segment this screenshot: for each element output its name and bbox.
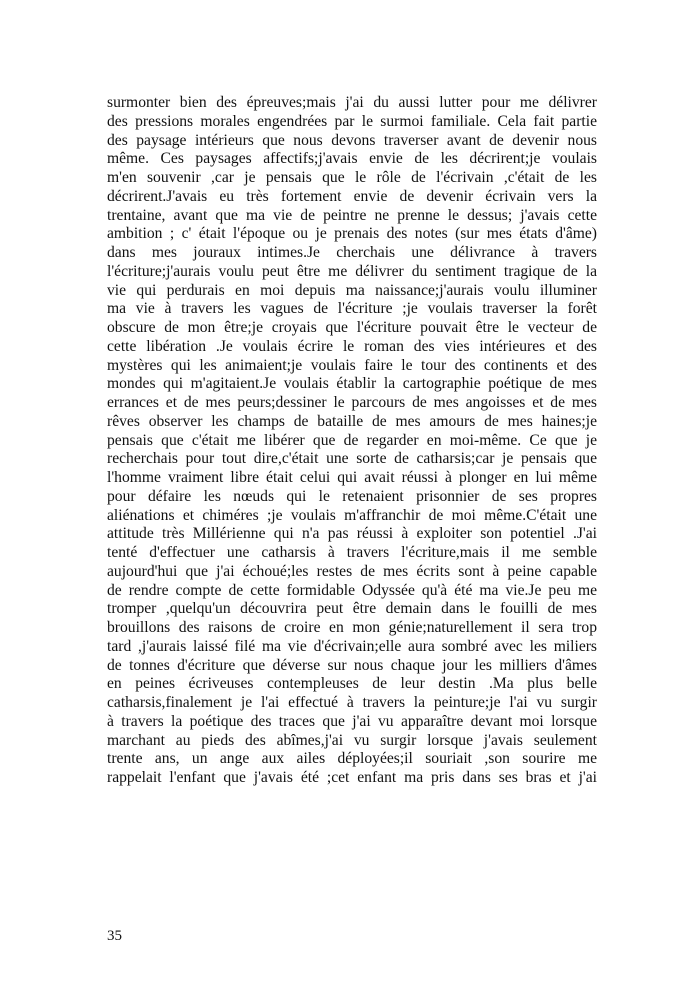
text-line: l'écriture;j'aurais voulu peut être me délivrer du sentiment tragique de la <box>107 262 597 280</box>
text-line: dans mes jouraux intimes.Je cherchais une délivrance à travers <box>107 244 597 261</box>
text-line: surmonter bien des épreuves;mais j'ai du aussi lutter pour me délivrer <box>107 94 597 111</box>
text-line: recherchais pour tout dire,c'était une sorte de catharsis;car je pensais que <box>107 450 597 468</box>
text-line: rappelait l'enfant que j'avais été ;cet enfant ma pris dans ses bras et j'ai <box>107 769 597 786</box>
page-number: 35 <box>107 928 122 944</box>
text-line: pensais que c'était me libérer que de regarder en moi-même. Ce que je <box>107 431 597 449</box>
text-line: mystères qui les animaient;je voulais faire le tour des continents et des <box>107 356 597 374</box>
text-line: de rendre compte de cette formidable Odyssée qu'à été ma vie.Je peu me <box>107 581 597 599</box>
text-line: tard ,j'aurais laissé filé ma vie d'écrivain;elle aura sombré avec les miliers <box>107 637 597 655</box>
text-line: errances et de mes peurs;dessiner le parcours de mes angoisses et de mes <box>107 394 597 411</box>
text-line: cette libération .Je voulais écrire le roman des vies intérieures et des <box>107 337 597 355</box>
text-line: même. Ces paysages affectifs;j'avais envie de les décrirent;je voulais <box>107 150 597 168</box>
text-line: ambition ; c' était l'époque ou je prenais des notes (sur mes états d'âme) <box>107 225 597 243</box>
text-line: aliénations et chiméres ;je voulais m'affranchir de moi même.C'était une <box>107 506 597 524</box>
text-line: rêves observer les champs de bataille de mes amours de mes haines;je <box>107 412 597 430</box>
text-line: de tonnes d'écriture que déverse sur nous chaque jour les milliers d'âmes <box>107 656 597 674</box>
text-line: décrirent.J'avais eu très fortement envie de devenir écrivain vers la <box>107 187 597 205</box>
text-line: obscure de mon être;je croyais que l'écriture pouvait être le vecteur de <box>107 319 597 336</box>
text-line: attitude très Millérienne qui n'a pas réussi à exploiter son potentiel .J'ai <box>107 525 597 543</box>
text-line: catharsis,finalement je l'ai effectué à travers la peinture;je l'ai vu surgir <box>107 694 597 711</box>
text-line: m'en souvenir ,car je pensais que le rôle de l'écrivain ,c'était de les <box>107 169 597 186</box>
text-line: mondes qui m'agitaient.Je voulais établir la cartographie poétique de mes <box>107 375 597 393</box>
text-line: trente ans, un ange aux ailes déployées;il souriait ,son sourire me <box>107 750 597 768</box>
text-line: aujourd'hui que j'ai échoué;les restes de mes écrits sont à peine capable <box>107 562 597 580</box>
text-line: vie qui perdurais en moi depuis ma naissance;j'aurais voulu illuminer <box>107 281 597 299</box>
text-line: marchant au pieds des abîmes,j'ai vu surgir lorsque j'avais seulement <box>107 731 597 749</box>
text-line: tenté d'effectuer une catharsis à travers l'écriture,mais il me semble <box>107 544 597 561</box>
text-line: trentaine, avant que ma vie de peintre ne prenne le dessus; j'avais cette <box>107 206 597 224</box>
text-line: des pressions morales engendrées par le surmoi familiale. Cela fait partie <box>107 112 597 130</box>
body-text <box>107 94 597 788</box>
text-line: pour défaire les nœuds qui le retenaient prisonnier de ses propres <box>107 487 597 505</box>
text-line: en peines écriveuses contempleuses de leur destin .Ma plus belle <box>107 675 597 693</box>
text-line: ma vie à travers les vagues de l'écriture ;je voulais traverser la forêt <box>107 300 597 318</box>
text-line: tromper ,quelqu'un découvrira peut être demain dans le fouilli de mes <box>107 600 597 618</box>
text-line: à travers la poétique des traces que j'ai vu apparaître devant moi lorsque <box>107 712 597 730</box>
text-line: l'homme vraiment libre était celui qui avait réussi à plonger en lui même <box>107 469 597 486</box>
text-line: des paysage intérieurs que nous devons traverser avant de devenir nous <box>107 131 597 149</box>
text-line: brouillons des raisons de croire en mon génie;naturellement il sera trop <box>107 619 597 636</box>
